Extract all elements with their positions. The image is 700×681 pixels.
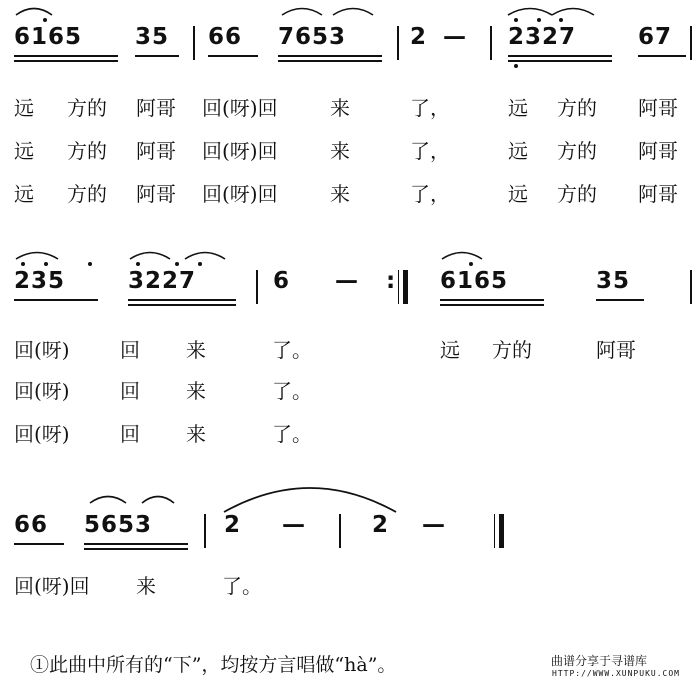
lyric-syllable: 方的: [557, 182, 597, 206]
bar-line: [490, 26, 492, 60]
beam-line: [208, 55, 258, 57]
bar-line: [690, 270, 692, 304]
beam-line: [14, 543, 64, 545]
note-group: 3227: [128, 268, 197, 294]
note-group: 2: [372, 512, 390, 538]
lyric-syllable: 了。: [272, 422, 312, 446]
note-group: 66: [14, 512, 49, 538]
lyric-syllable: 阿哥: [638, 139, 678, 163]
bar-line: [690, 26, 692, 60]
note-group: —: [335, 268, 359, 294]
slur: [183, 248, 227, 260]
beam-line: [638, 55, 686, 57]
bar-line: [397, 26, 399, 60]
bar-line: [256, 270, 258, 304]
beam-line: [84, 543, 188, 545]
slur: [280, 4, 324, 16]
lyric-syllable: 来: [330, 96, 350, 120]
slur: [88, 492, 128, 504]
lyric-syllable: 回(呀)回: [202, 139, 278, 163]
lyric-row: [0, 178, 700, 204]
note-group: 235: [14, 268, 66, 294]
slur: [128, 248, 172, 260]
note-group: —: [422, 512, 446, 538]
site-credit-url: HTTP://WWW.XUNPUKU.COM: [552, 669, 680, 678]
bar-line: [204, 514, 206, 548]
lyric-syllable: 来: [186, 379, 206, 403]
beam-line: [14, 60, 118, 62]
beam-line: [128, 304, 236, 306]
lyric-syllable: 回(呀): [14, 338, 70, 362]
beam-line: [596, 299, 644, 301]
lyric-syllable: 回(呀)回: [202, 182, 278, 206]
lyric-row: [0, 92, 700, 118]
note-group: —: [282, 512, 306, 538]
lyric-syllable: 来: [330, 139, 350, 163]
lyric-syllable: 方的: [557, 139, 597, 163]
octave-dot: [514, 18, 518, 22]
octave-dot: [43, 18, 47, 22]
octave-dot: [198, 262, 202, 266]
note-group: 67: [638, 24, 673, 50]
octave-dot: [559, 18, 563, 22]
tie: [220, 478, 400, 514]
lyric-syllable: 了。: [272, 379, 312, 403]
bar-line: [339, 514, 341, 548]
slur: [506, 4, 554, 16]
lyric-syllable: 远: [14, 182, 34, 206]
lyric-syllable: 回: [120, 379, 140, 403]
beam-line: [84, 548, 188, 550]
slur: [14, 248, 60, 260]
lyric-syllable: 回(呀): [14, 422, 70, 446]
octave-dot: [21, 262, 25, 266]
lyric-syllable: 远: [508, 182, 528, 206]
lyric-syllable: 远: [508, 139, 528, 163]
lyric-row: [0, 334, 700, 360]
octave-dot: [88, 262, 92, 266]
slur: [14, 4, 54, 16]
lyric-syllable: 远: [14, 139, 34, 163]
octave-dot: [44, 262, 48, 266]
slur: [140, 492, 176, 504]
beam-line: [14, 299, 98, 301]
staff-line-3: [0, 478, 700, 598]
lyric-syllable: 阿哥: [638, 182, 678, 206]
final-bar-thin: [494, 514, 495, 548]
octave-dot: [175, 262, 179, 266]
beam-line: [278, 60, 382, 62]
lyric-syllable: 远: [508, 96, 528, 120]
bar-line: [193, 26, 195, 60]
site-credit-title: 曲谱分享于寻谱库: [551, 654, 648, 668]
lyric-syllable: 阿哥: [136, 182, 176, 206]
beam-line: [508, 60, 612, 62]
lyric-syllable: 阿哥: [136, 96, 176, 120]
final-bar-thick: [499, 514, 504, 548]
lyric-syllable: 方的: [492, 338, 532, 362]
beam-line: [440, 299, 544, 301]
note-group: 6: [273, 268, 291, 294]
lyric-syllable: 回: [120, 338, 140, 362]
beam-line: [14, 55, 118, 57]
note-group: 2: [410, 24, 428, 50]
lyric-syllable: 阿哥: [596, 338, 636, 362]
lyric-syllable: 了，: [410, 182, 450, 206]
octave-dot: [136, 262, 140, 266]
slur: [331, 4, 375, 16]
lyric-row: [0, 135, 700, 161]
note-group: 35: [135, 24, 170, 50]
staff-line-1: [0, 0, 700, 230]
lyric-syllable: 回(呀)回: [202, 96, 278, 120]
note-group: 6165: [14, 24, 83, 50]
lyric-syllable: 方的: [67, 182, 107, 206]
repeat-sign: :: [386, 268, 397, 294]
lyric-syllable: 了。: [272, 338, 312, 362]
staff-line-2: [0, 244, 700, 459]
lyric-row: [0, 375, 700, 401]
lyric-syllable: 来: [186, 422, 206, 446]
repeat-bar-thin: [398, 270, 399, 304]
note-group: 6165: [440, 268, 509, 294]
repeat-bar-thick: [403, 270, 408, 304]
lyric-syllable: 方的: [67, 139, 107, 163]
lyric-syllable: 远: [14, 96, 34, 120]
beam-line: [278, 55, 382, 57]
slur: [550, 4, 596, 16]
lyric-syllable: 了，: [410, 96, 450, 120]
lyric-syllable: 来: [136, 574, 156, 598]
octave-dot: [537, 18, 541, 22]
lyric-syllable: 回(呀)回: [14, 574, 90, 598]
note-group: 2: [224, 512, 242, 538]
note-group: 7653: [278, 24, 347, 50]
lyric-row: [0, 418, 700, 444]
note-group: 66: [208, 24, 243, 50]
slur: [440, 248, 484, 260]
lyric-row: [0, 570, 700, 596]
lyric-syllable: 了。: [222, 574, 262, 598]
octave-dot: [514, 64, 518, 68]
lyric-syllable: 方的: [557, 96, 597, 120]
lyric-syllable: 了，: [410, 139, 450, 163]
lyric-syllable: 方的: [67, 96, 107, 120]
note-group: 35: [596, 268, 631, 294]
beam-line: [508, 55, 612, 57]
note-group: —: [443, 24, 467, 50]
lyric-syllable: 回: [120, 422, 140, 446]
beam-line: [135, 55, 179, 57]
beam-line: [128, 299, 236, 301]
lyric-syllable: 来: [186, 338, 206, 362]
lyric-syllable: 阿哥: [136, 139, 176, 163]
lyric-syllable: 来: [330, 182, 350, 206]
footnote: ①此曲中所有的“下”，均按方言唱做“hà”。: [30, 654, 397, 676]
octave-dot: [469, 262, 473, 266]
beam-line: [440, 304, 544, 306]
lyric-syllable: 回(呀): [14, 379, 70, 403]
note-group: 2327: [508, 24, 577, 50]
lyric-syllable: 远: [440, 338, 460, 362]
lyric-syllable: 阿哥: [638, 96, 678, 120]
note-group: 5653: [84, 512, 153, 538]
